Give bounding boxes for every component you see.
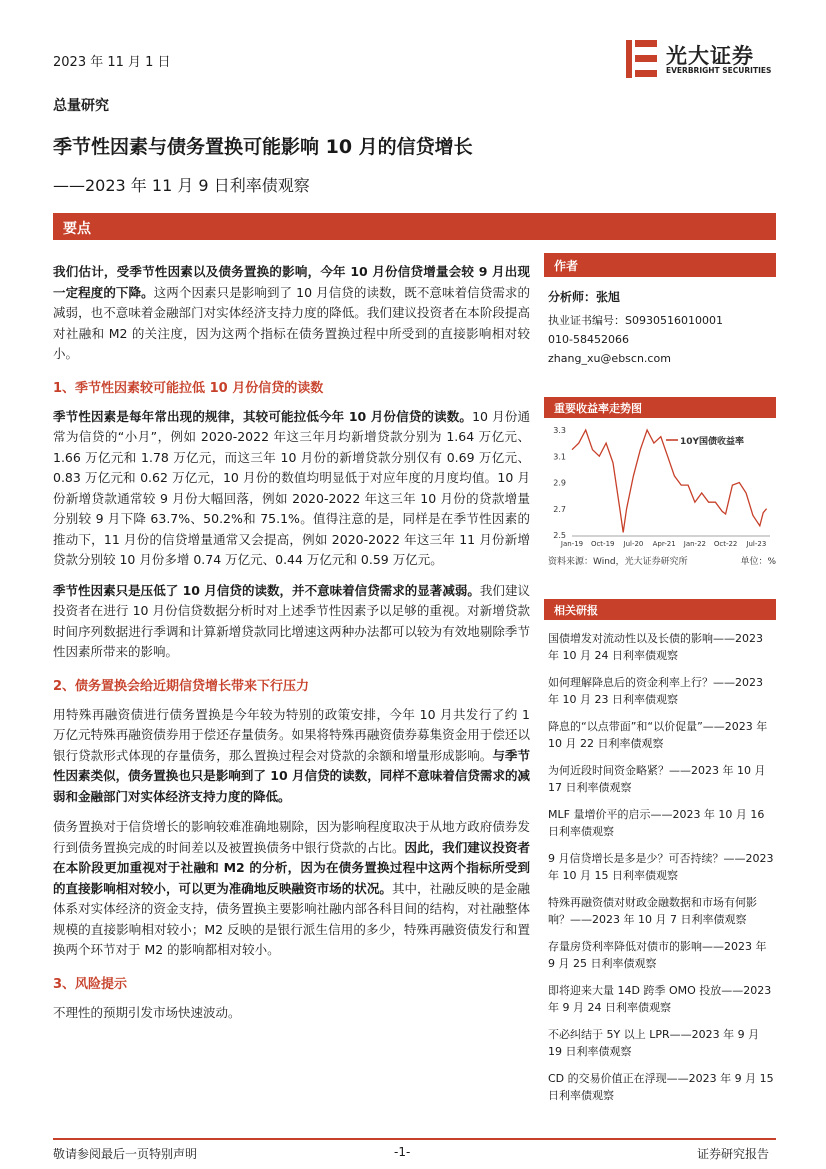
footer-disclaimer: 敬请参阅最后一页特别声明 xyxy=(53,1147,198,1161)
intro-paragraph xyxy=(53,262,530,365)
section-3-paragraph: 不理性的预期引发市场快速波动。 xyxy=(53,1004,241,1020)
author-info xyxy=(548,288,776,368)
s1-p2-bold: 季节性因素只是压低了 10 月信贷的读数，并不意味着信贷需求的显著减弱。 xyxy=(53,582,480,598)
main-content xyxy=(53,262,530,1033)
related-report-link[interactable]: 存量房贷利率降低对债市的影响——2023 年 9 月 25 日利率债观察 xyxy=(548,940,767,970)
related-report-link[interactable]: 即将迎来大量 14D 跨季 OMO 投放——2023 年 9 月 24 日利率债观察 xyxy=(548,984,772,1014)
y-tick-label: 2.5 xyxy=(553,531,566,540)
yield-chart xyxy=(546,422,778,552)
email-address: zhang_xu@ebscn.com xyxy=(548,352,671,365)
yield-chart-svg xyxy=(546,422,778,552)
related-report-link[interactable]: 如何理解降息后的资金利率上行？——2023 年 10 月 23 日利率债观察 xyxy=(548,676,763,706)
x-tick-label: Jul-20 xyxy=(623,540,644,548)
related-report-link[interactable]: 降息的“以点带面”和“以价促量”——2023 年 10 月 22 日利率债观察 xyxy=(548,720,768,750)
key-points-header: 要点 xyxy=(53,213,776,240)
related-reports-header: 相关研报 xyxy=(544,599,776,620)
related-report-link[interactable]: CD 的交易价值正在浮现——2023 年 9 月 15 日利率债观察 xyxy=(548,1072,774,1102)
s2-p1-text: 用特殊再融资债进行债务置换是今年较为特别的政策安排，今年 10 月共发行了约 1 万亿元特殊再融资债券用于偿还存量债务。如果将特殊再融资债券募集资金用于偿还以银行贷款形式体现的存量债务，那么置换过程会对贷款的余额和增量形成影响。 xyxy=(53,706,530,763)
s2-p1-bold: 与季节性因素类似，债务置换也只是影响到了 10 月信贷的读数，同样不意味着信贷需求的减弱和金融部门对实体经济支持力度的降低。 xyxy=(53,747,530,804)
chart-unit: 单位：% xyxy=(740,557,776,567)
author-section-header: 作者 xyxy=(544,253,776,277)
s2-p2-bold: 因此，我们建议投资者在本阶段更加重视对于社融和 M2 的分析，因为在债务置换过程中这两个指标所受到的直接影响相对较小，可以更为准确地反映融资市场的状况。 xyxy=(53,839,530,896)
related-reports-list xyxy=(548,630,776,1114)
chart-source xyxy=(548,554,776,567)
report-date: 2023 年 11 月 1 日 xyxy=(53,55,171,70)
everbright-logo xyxy=(626,38,776,80)
y-tick-label: 3.1 xyxy=(553,452,566,462)
section-1-heading: 1、季节性因素较可能拉低 10 月份信贷的读数 xyxy=(53,380,324,396)
chart-section-header: 重要收益率走势图 xyxy=(544,397,776,418)
s2-p2-text-c: 其中，社融反映的是金融体系对实体经济的资金支持，债务置换主要影响社融内部各科目间的结构，对社融整体规模的直接影响相对较小；M2 反映的是银行派生信用的多少，特殊再融资债发行和置换两个环节对于 M2 的影响都相对较小。 xyxy=(53,880,530,957)
phone-number: 010-58452066 xyxy=(548,333,629,346)
s1-p1-text: 10 月份通常为信贷的“小月”，例如 2020-2022 年这三年月均新增贷款分别为 1.64 万亿元、1.66 万亿元和 1.78 万亿元，而这三年 10 月份的新增贷款分别仅有 0.69 万亿元、0.83 万亿元和 0.62 万亿元，10 月份的数值均明显低于对应年度的月度均值。10 月份新增贷款通常较 9 月份大幅回落，例如 2020-2022 年这三年 10 月份的贷款增量分别较 9 月下降 63.7%、50.2%和 75.1%。值得注意的是，同样是在季节性因素的推动下，11 月份的信贷增量通常又会提高，例如 2020-2022 年这三年 11 月份新增贷款分别较 10 月份多增 0.74 万亿元、0.44 万亿元和 0.59 万亿元。 xyxy=(53,408,530,567)
related-report-link[interactable]: MLF 量增价平的启示——2023 年 10 月 16 日利率债观察 xyxy=(548,808,765,838)
y-tick-label: 2.9 xyxy=(553,478,566,488)
related-report-link[interactable]: 9 月信贷增长是多是少？可否持续？——2023 年 10 月 15 日利率债观察 xyxy=(548,852,774,882)
footer-report-type: 证券研究报告 xyxy=(697,1147,770,1161)
chart-source-text: 资料来源：Wind，光大证券研究所 xyxy=(548,557,688,567)
page-subtitle: ——2023 年 11 月 9 日利率债观察 xyxy=(53,176,310,195)
report-category: 总量研究 xyxy=(53,98,109,114)
intro-text: 这两个因素只是影响到了 10 月信贷的读数，既不意味着信贷需求的减弱，也不意味着金融部门对实体经济支持力度的降低。我们建议投资者在本阶段提高对社融和 M2 的关注度，因为这两个指标在债务置换过程中所受到的直接影响相对较小。 xyxy=(53,284,530,361)
section-1-paragraph-1 xyxy=(53,407,530,571)
section-3-heading: 3、风险提示 xyxy=(53,976,128,992)
y-tick-label: 3.3 xyxy=(553,426,566,435)
page-title: 季节性因素与债务置换可能影响 10 月的信贷增长 xyxy=(53,136,473,158)
s2-p2-text-a: 债务置换对于信贷增长的影响较难准确地剔除，因为影响程度取决于从地方政府债券发行到债务置换完成的时间差以及被置换债务中银行贷款的占比。 xyxy=(53,819,530,855)
section-2-paragraph-2 xyxy=(53,817,530,961)
section-2-heading: 2、债务置换会给近期信贷增长带来下行压力 xyxy=(53,678,310,694)
logo-text-en: EVERBRIGHT SECURITIES xyxy=(666,66,772,75)
page-number: -1- xyxy=(394,1145,411,1159)
x-tick-label: Jul-23 xyxy=(746,540,767,548)
cert-number: 执业证书编号：S0930516010001 xyxy=(548,314,723,327)
s1-p1-bold: 季节性因素是每年常出现的规律，其较可能拉低今年 10 月份信贷的读数。 xyxy=(53,408,473,424)
related-report-link[interactable]: 特殊再融资债对财政金融数据和市场有何影响？——2023 年 10 月 7 日利率债观察 xyxy=(548,896,757,926)
related-report-link[interactable]: 不必纠结于 5Y 以上 LPR——2023 年 9 月 19 日利率债观察 xyxy=(548,1028,760,1058)
x-tick-label: Jan-19 xyxy=(560,540,584,548)
related-report-link[interactable]: 国债增发对流动性以及长债的影响——2023 年 10 月 24 日利率债观察 xyxy=(548,632,763,662)
related-report-link[interactable]: 为何近段时间资金略紧？——2023 年 10 月 17 日利率债观察 xyxy=(548,764,766,794)
s1-p2-text: 我们建议投资者在进行 10 月份信贷数据分析时对上述季节性因素予以足够的重视。对新增贷款时间序列数据进行季调和计算新增贷款同比增速这两种办法都可以较为有效地剔除季节性因素所带来的影响。 xyxy=(53,582,530,659)
y-tick-label: 2.7 xyxy=(553,504,566,514)
x-tick-label: Apr-21 xyxy=(652,540,676,548)
analyst-name: 分析师：张旭 xyxy=(548,290,621,304)
x-tick-label: Jan-22 xyxy=(683,540,707,548)
footer-divider xyxy=(53,1138,776,1140)
intro-bold: 我们估计，受季节性因素以及债务置换的影响，今年 10 月份信贷增量会较 9 月出现一定程度的下降。 xyxy=(53,264,530,300)
logo-text-cn: 光大证券 xyxy=(666,44,754,68)
logo-mark-icon xyxy=(626,38,660,80)
section-1-paragraph-2 xyxy=(53,581,530,663)
legend-label: 10Y国债收益率 xyxy=(680,437,745,447)
x-tick-label: Oct-19 xyxy=(590,540,615,548)
section-2-paragraph-1 xyxy=(53,705,530,808)
x-tick-label: Oct-22 xyxy=(713,540,738,548)
